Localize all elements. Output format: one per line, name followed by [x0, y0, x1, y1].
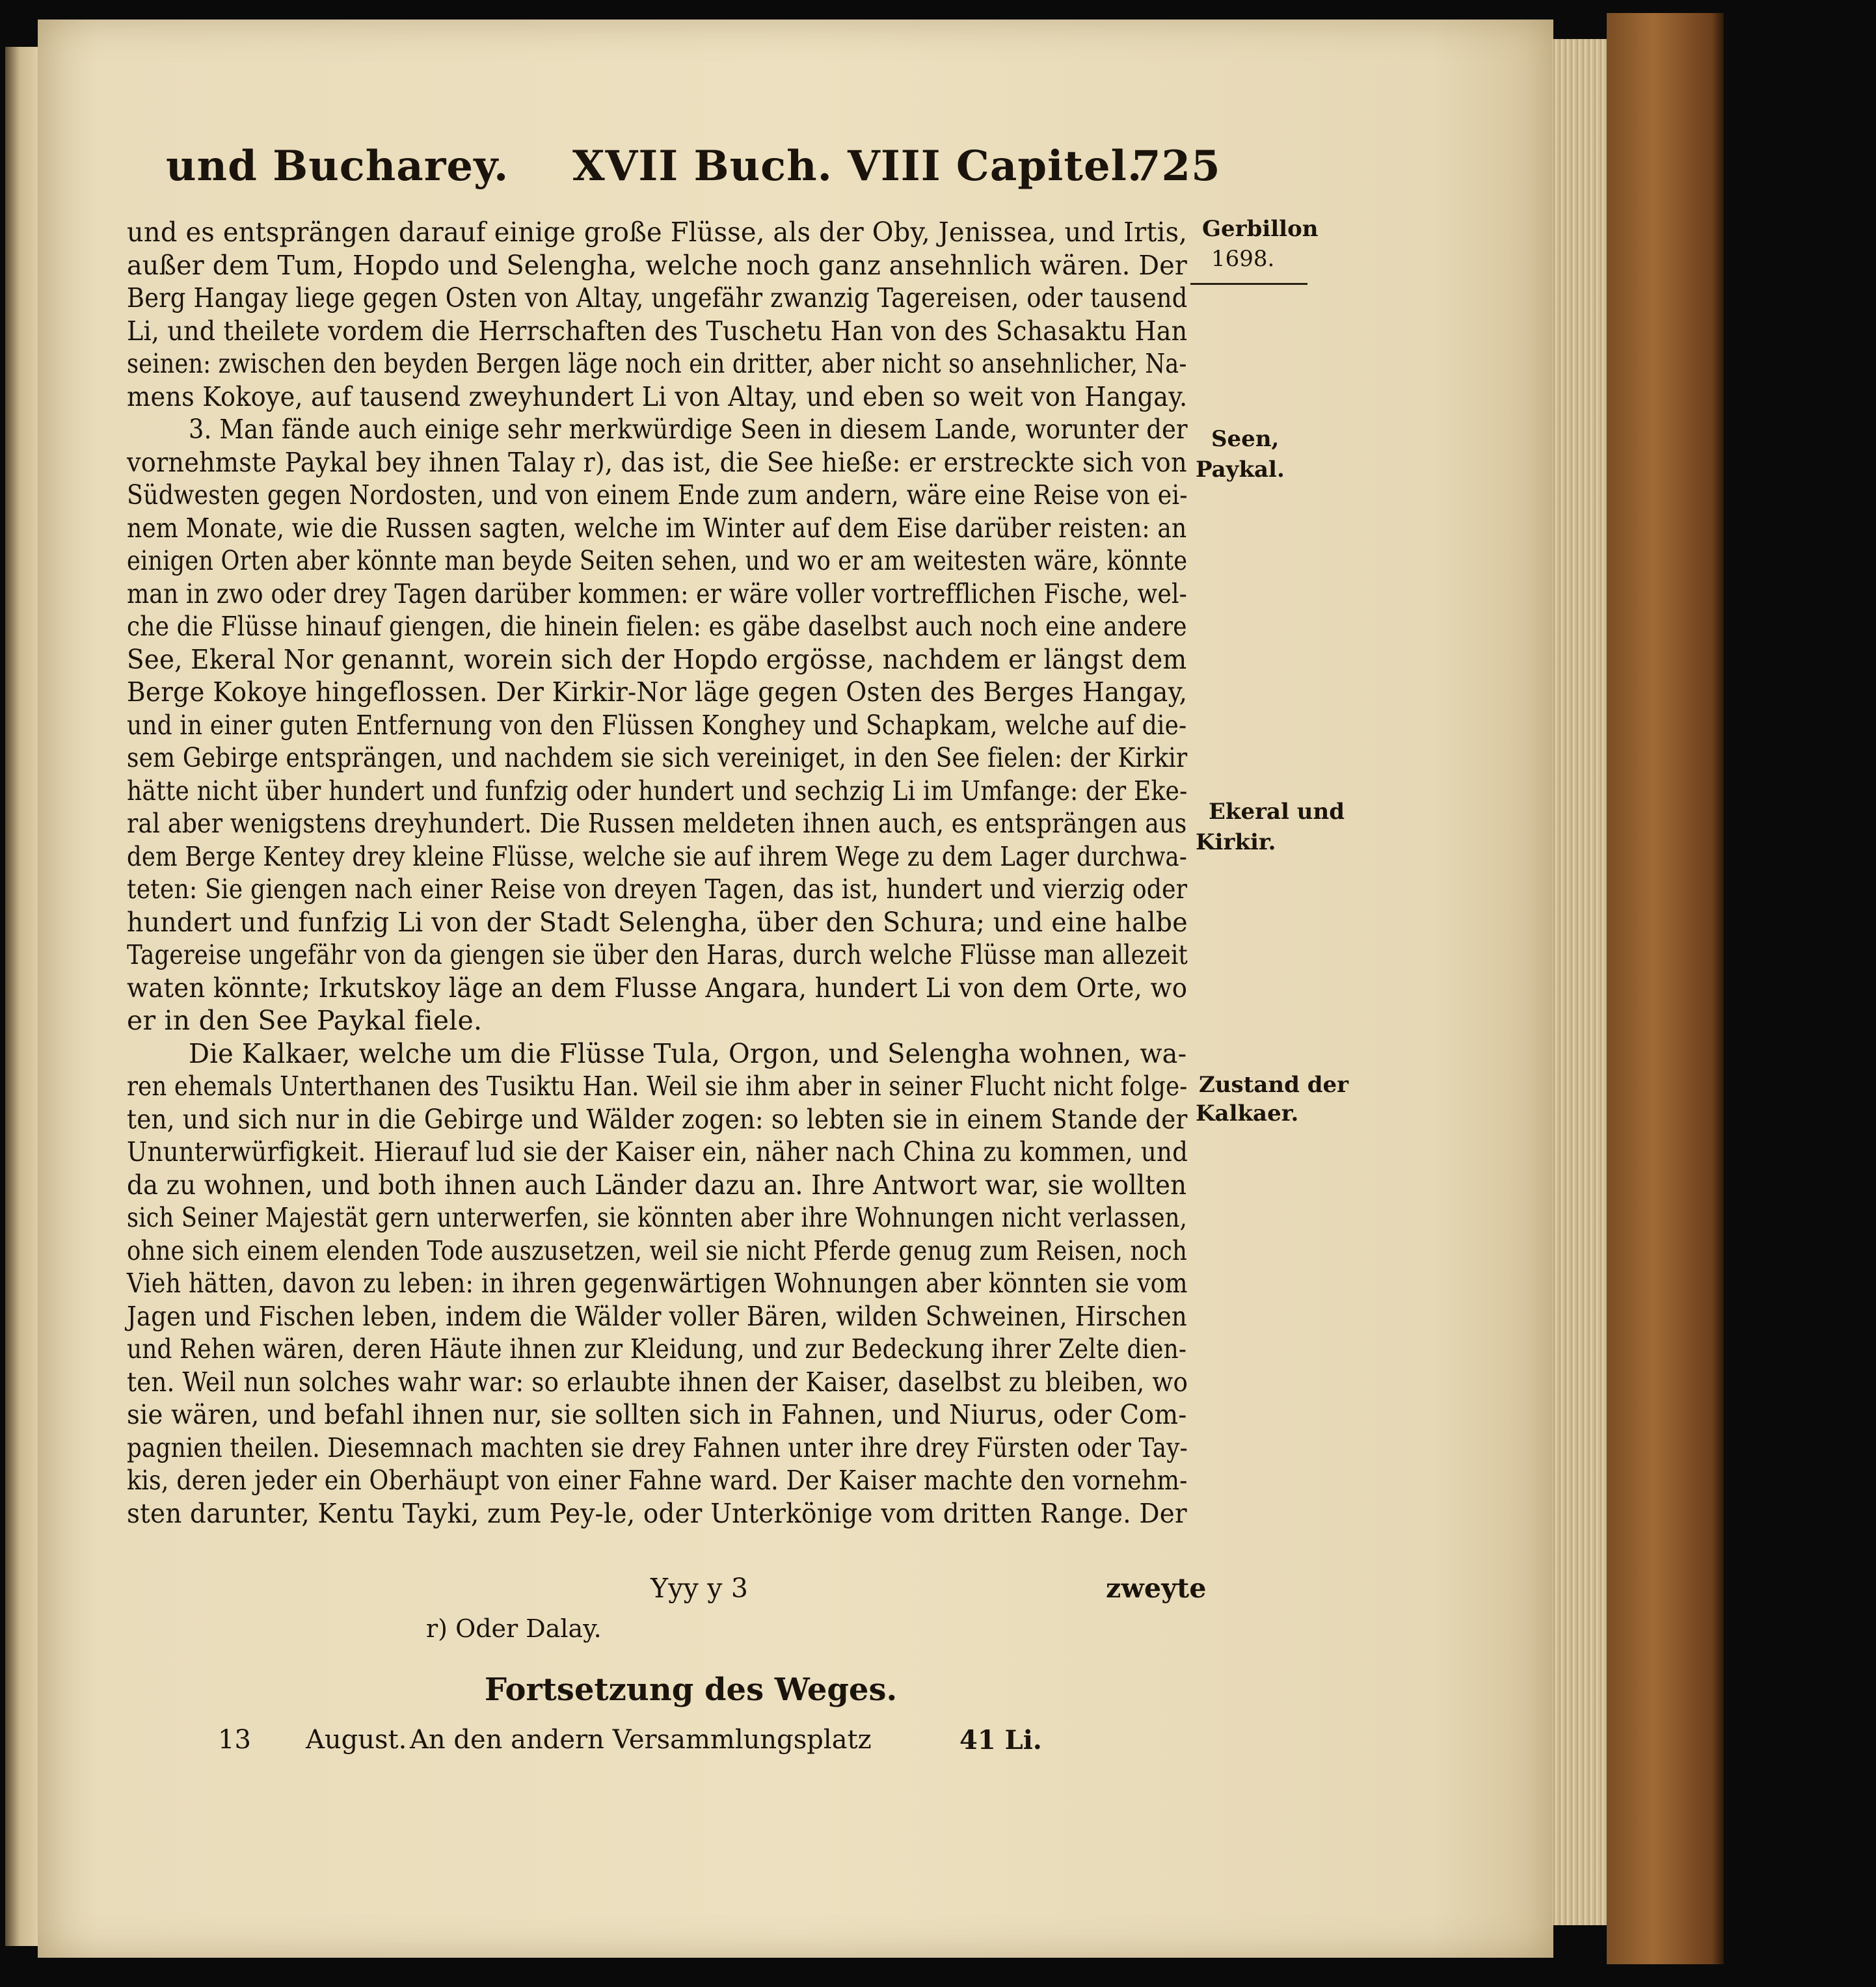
text-line: ten. Weil nun solches wahr war: so erlaubte ihnen der Kaiser, daselbst zu bleiben, wo: [127, 1367, 1188, 1398]
margin-note-author: Gerbillon: [1202, 216, 1319, 242]
text-line: vornehmste Paykal bey ihnen Talay r), das ist, die See hieße: er erstreckte sich von: [127, 447, 1187, 478]
text-line: mens Kokoye, auf tausend zweyhundert Li von Altay, und eben so weit von Hangay.: [127, 381, 1188, 412]
catchword: zweyte: [1106, 1573, 1207, 1604]
text-line: Südwesten gegen Nordosten, und von einem Ende zum andern, wäre eine Reise von ei-: [127, 479, 1188, 511]
margin-note-year: 1698.: [1211, 246, 1275, 272]
text-line: und Rehen wären, deren Häute ihnen zur Kleidung, und zur Bedeckung ihrer Zelte dien-: [127, 1333, 1187, 1365]
text-line: Jagen und Fischen leben, indem die Wälder voller Bären, wilden Schweinen, Hirschen: [127, 1301, 1187, 1332]
text-line: ten, und sich nur in die Gebirge und Wälder zogen: so lebten sie in einem Stande der: [127, 1104, 1188, 1135]
text-line: seinen: zwischen den beyden Bergen läge noch ein dritter, aber nicht so ansehnlicher, Na-: [127, 348, 1187, 379]
text-line: teten: Sie giengen nach einer Reise von dreyen Tagen, das ist, hundert und vierzig oder: [127, 873, 1188, 905]
text-line: da zu wohnen, und both ihnen auch Länder dazu an. Ihre Antwort war, sie wollten: [127, 1169, 1187, 1201]
text-line: sie wären, und befahl ihnen nur, sie sollten sich in Fahnen, und Niurus, oder Com-: [127, 1399, 1187, 1430]
margin-note-state: Zustand der: [1199, 1072, 1349, 1098]
text-line: und in einer guten Entfernung von den Flüssen Konghey und Schapkam, welche auf die-: [127, 710, 1187, 741]
text-line: Ununterwürfigkeit. Hierauf lud sie der Kaiser ein, näher nach China zu kommen, und: [127, 1136, 1188, 1167]
margin-note-paykal: Paykal.: [1196, 457, 1285, 483]
route-distance: 41 Li.: [959, 1725, 1042, 1755]
text-line: nem Monate, wie die Russen sagten, welche im Winter auf dem Eise darüber reisten: an: [127, 513, 1187, 544]
left-page-edge: [5, 47, 42, 1946]
route-title: Fortsetzung des Weges.: [485, 1672, 898, 1708]
text-line: Vieh hätten, davon zu leben: in ihren gegenwärtigen Wohnungen aber könnten sie vom: [127, 1268, 1188, 1299]
margin-note-ekeral: Ekeral und: [1209, 799, 1345, 825]
route-month: August.: [306, 1725, 407, 1755]
text-line: man in zwo oder drey Tagen darüber kommen: er wäre voller vortrefflichen Fische, wel-: [127, 578, 1188, 609]
text-line: sten darunter, Kentu Tayki, zum Pey-le, oder Unterkönige vom dritten Range. Der: [127, 1498, 1187, 1529]
text-line: pagnien theilen. Diesemnach machten sie drey Fahnen unter ihre drey Fürsten oder Tay-: [127, 1432, 1188, 1463]
margin-note-kirkir: Kirkir.: [1196, 829, 1276, 855]
text-line: einigen Orten aber könnte man beyde Seiten sehen, und wo er am weitesten wäre, könnte: [127, 545, 1188, 576]
footnote: r) Oder Dalay.: [426, 1614, 602, 1643]
text-line: kis, deren jeder ein Oberhäupt von einer Fahne ward. Der Kaiser machte den vornehm-: [127, 1465, 1188, 1496]
text-line: ral aber wenigstens dreyhundert. Die Russen meldeten ihnen auch, es entsprängen aus: [127, 808, 1187, 839]
page-stack-edge: [1552, 39, 1611, 1925]
page-number: 725: [1132, 142, 1221, 191]
signature-mark: Yyy y 3: [650, 1573, 749, 1604]
text-line: See, Ekeral Nor genannt, worein sich der Hopdo ergösse, nachdem er längst dem: [127, 644, 1187, 675]
running-head-left: und Bucharey.: [166, 142, 509, 191]
text-line: 3. Man fände auch einige sehr merkwürdige Seen in diesem Lande, worunter der: [189, 414, 1188, 445]
text-line: Berge Kokoye hingeflossen. Der Kirkir-Nor läge gegen Osten des Berges Hangay,: [127, 676, 1188, 708]
route-day: 13: [218, 1725, 251, 1755]
margin-note-underline: [1190, 283, 1307, 285]
running-head-center: XVII Buch. VIII Capitel.: [572, 142, 1143, 191]
margin-note-lakes: Seen,: [1211, 426, 1280, 452]
text-line: außer dem Tum, Hopdo und Selengha, welche noch ganz ansehnlich wären. Der: [127, 250, 1188, 281]
text-line: Die Kalkaer, welche um die Flüsse Tula, Orgon, und Selengha wohnen, wa-: [189, 1038, 1187, 1069]
text-line: Berg Hangay liege gegen Osten von Altay, ungefähr zwanzig Tagereisen, oder tausend: [127, 282, 1188, 313]
route-description: An den andern Versammlungsplatz: [410, 1725, 872, 1755]
text-line: Li, und theilete vordem die Herrschaften des Tuschetu Han von des Schasaktu Han: [127, 315, 1188, 347]
text-line: ren ehemals Unterthanen des Tusiktu Han. Weil sie ihm aber in seiner Flucht nicht folge-: [127, 1071, 1188, 1102]
text-line: und es entsprängen darauf einige große Flüsse, als der Oby, Jenissea, und Irtis,: [127, 217, 1188, 248]
text-line: sem Gebirge entsprängen, und nachdem sie sich vereiniget, in den See fielen: der Kirkir: [127, 742, 1188, 773]
text-line: sich Seiner Majestät gern unterwerfen, sie könnten aber ihre Wohnungen nicht verlassen,: [127, 1202, 1187, 1233]
text-line: dem Berge Kentey drey kleine Flüsse, welche sie auf ihrem Wege zu dem Lager durchwa-: [127, 841, 1188, 872]
text-line: che die Flüsse hinauf giengen, die hinein fielen: es gäbe daselbst auch noch eine andere: [127, 611, 1187, 642]
text-line: waten könnte; Irkutskoy läge an dem Flusse Angara, hundert Li von dem Orte, wo: [127, 972, 1188, 1004]
text-line: er in den See Paykal fiele.: [127, 1005, 483, 1036]
text-line: ohne sich einem elenden Tode auszusetzen, weil sie nicht Pferde genug zum Reisen, noch: [127, 1235, 1187, 1266]
text-line: Tagereise ungefähr von da giengen sie über den Haras, durch welche Flüsse man allezeit: [127, 939, 1188, 970]
book-cover-edge: [1607, 13, 1724, 1964]
text-line: hundert und funfzig Li von der Stadt Selengha, über den Schura; und eine halbe: [127, 907, 1188, 938]
text-line: hätte nicht über hundert und funfzig oder hundert und sechzig Li im Umfange: der Eke-: [127, 775, 1188, 807]
margin-note-kalkaer: Kalkaer.: [1196, 1100, 1299, 1127]
